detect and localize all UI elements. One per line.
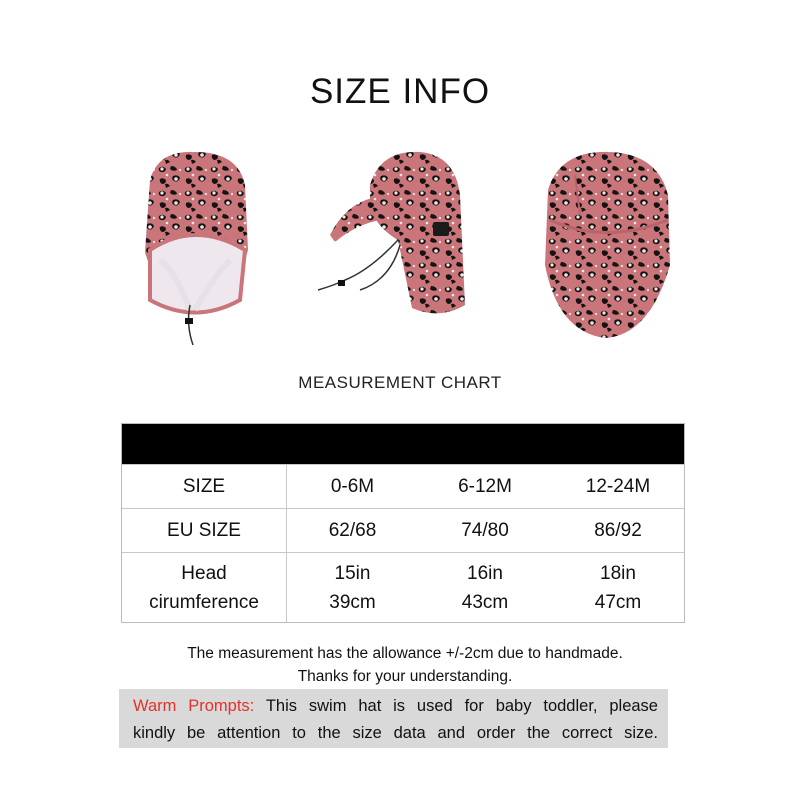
prompt-line1-text: This swim hat is used for baby toddler, please bbox=[265, 697, 658, 715]
table-cell: 12-24M bbox=[585, 475, 651, 497]
row-label bbox=[122, 553, 287, 622]
prompt-line2: kindly be attention to the size data and order the correct size. bbox=[133, 724, 658, 742]
value-inches: 15in bbox=[334, 562, 371, 584]
table-cell: 6-12M bbox=[458, 475, 512, 497]
note-line1: The measurement has the allowance +/-2cm due to handmade. bbox=[187, 645, 623, 662]
value-cm: 47cm bbox=[594, 591, 642, 613]
prompt-label: Warm Prompts: bbox=[133, 697, 255, 715]
measurement-note bbox=[0, 642, 800, 688]
value-cm: 39cm bbox=[329, 591, 376, 613]
table-cell: 86/92 bbox=[594, 519, 642, 541]
table-cell bbox=[552, 553, 684, 622]
table-cell: 62/68 bbox=[328, 519, 377, 541]
prompt-line1 bbox=[133, 693, 658, 720]
table-header-bar bbox=[122, 424, 684, 464]
table-cell bbox=[418, 553, 552, 622]
value-inches: 18in bbox=[600, 562, 636, 584]
table-cell bbox=[287, 553, 418, 622]
product-images bbox=[0, 140, 800, 355]
row-label: SIZE bbox=[122, 465, 287, 508]
measurement-chart-title: MEASUREMENT CHART bbox=[298, 373, 502, 392]
value-cm: 43cm bbox=[461, 591, 509, 613]
row-label: EU SIZE bbox=[122, 509, 287, 552]
table-row bbox=[122, 464, 684, 508]
leopard-swim-hat-front-view-image bbox=[545, 152, 670, 338]
table-cell: 0-6M bbox=[330, 475, 375, 497]
page-title: SIZE INFO bbox=[309, 72, 491, 111]
table-row bbox=[122, 552, 684, 622]
table-row bbox=[122, 508, 684, 552]
row-label-line1: Head bbox=[181, 562, 227, 584]
size-table bbox=[121, 423, 685, 623]
table-cell: 74/80 bbox=[461, 519, 509, 541]
leopard-swim-hat-back-view-image bbox=[145, 152, 248, 345]
warm-prompt-box bbox=[119, 689, 668, 748]
leopard-swim-hat-side-view-image bbox=[318, 152, 465, 313]
note-line2: Thanks for your understanding. bbox=[297, 668, 513, 685]
value-inches: 16in bbox=[467, 562, 503, 584]
row-label-line2: cirumference bbox=[149, 591, 259, 613]
